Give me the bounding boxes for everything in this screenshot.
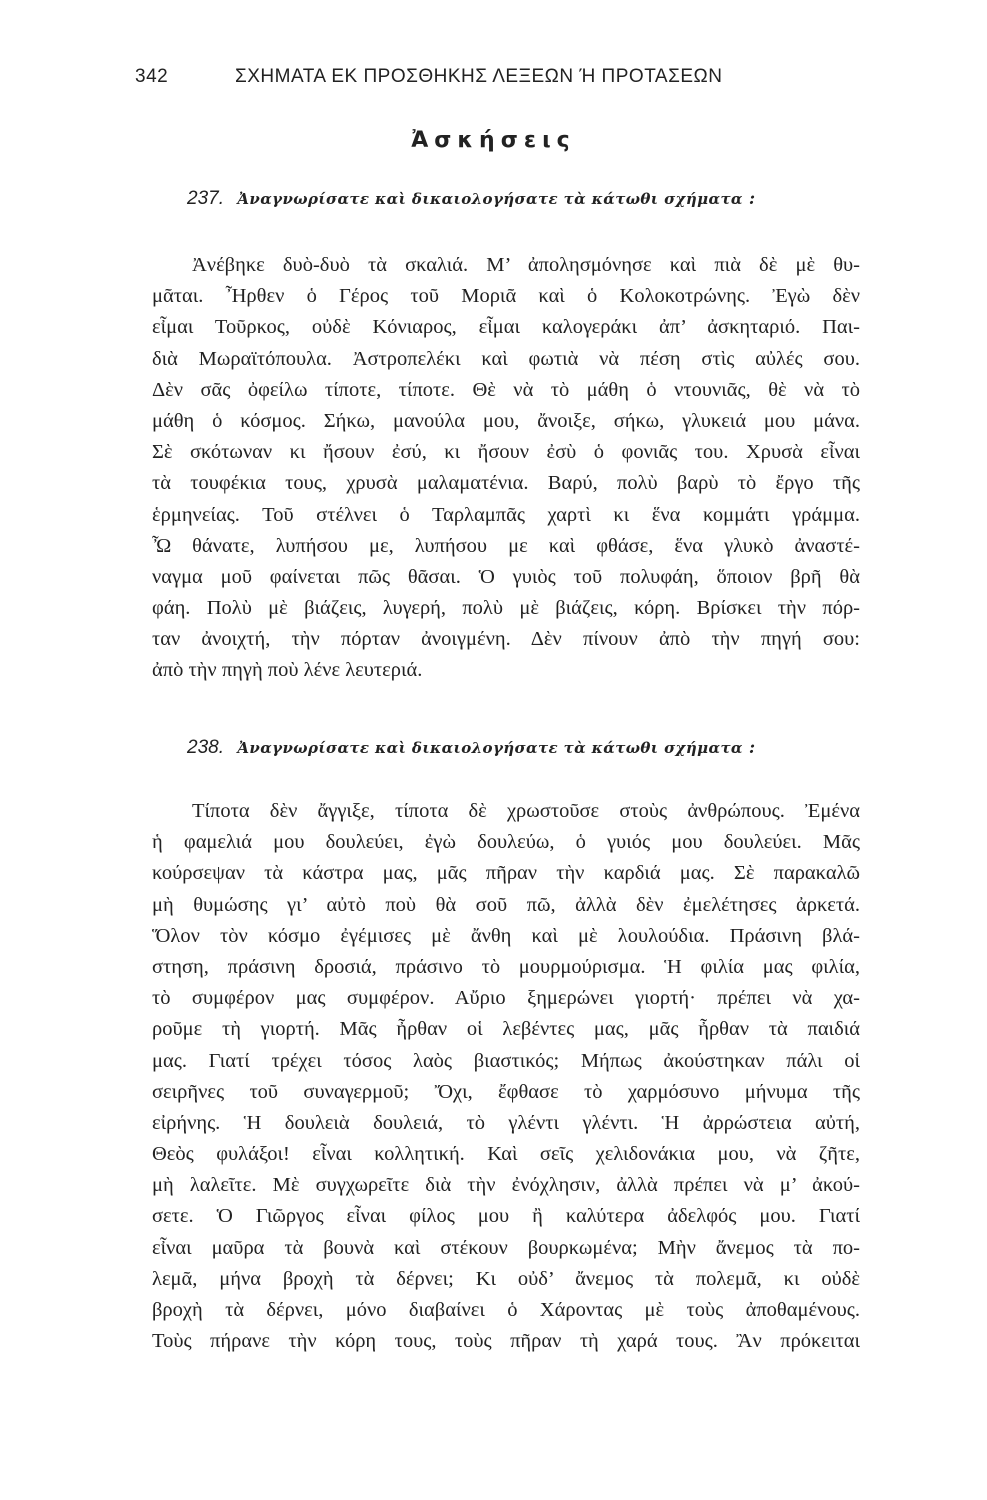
section-title: Ἀσκήσεις bbox=[411, 128, 576, 153]
text-line: διὰ Μωραϊτόπουλα. Ἀστροπελέκι καὶ φωτιὰ νὰ πέση στὶς αὐλές σου. bbox=[152, 347, 860, 370]
text-line: ἀπὸ τὴν πηγὴ ποὺ λένε λευτεριά. bbox=[152, 659, 423, 682]
exercise-text bbox=[152, 796, 860, 1357]
text-line: κούρσεψαν τὰ κάστρα μας, μᾶς πῆραν τὴν καρδιά μας. Σὲ παρακαλῶ bbox=[152, 862, 860, 885]
text-line: ἡ φαμελιά μου δουλεύει, ἐγὼ δουλεύω, ὁ γυιός μου δουλεύει. Μᾶς bbox=[152, 831, 860, 854]
text-line: Δὲν σᾶς ὀφείλω τίποτε, τίποτε. Θὲ νὰ τὸ μάθη ὁ ντουνιᾶς, θὲ νὰ τὸ bbox=[152, 378, 860, 401]
text-line: σειρῆνες τοῦ συναγερμοῦ; Ὄχι, ἔφθασε τὸ χαρμόσυνο μήνυμα τῆς bbox=[152, 1080, 860, 1103]
text-line: τὸ συμφέρον μας συμφέρον. Αὔριο ξημερώνει γιορτή· πρέπει νὰ χα- bbox=[152, 987, 860, 1010]
text-line: τὰ τουφέκια τους, χρυσὰ μαλαματένια. Βαρύ, πολὺ βαρὺ τὸ ἔργο τῆς bbox=[152, 472, 860, 495]
text-line: μὴ θυμώσης γι’ αὐτὸ ποὺ θὰ σοῦ πῶ, ἀλλὰ δὲν ἐμελέτησες ἀρκετά. bbox=[152, 893, 860, 916]
text-line: ροῦμε τὴ γιορτή. Μᾶς ἦρθαν οἱ λεβέντες μας, μᾶς ἦρθαν τὰ παιδιά bbox=[152, 1018, 860, 1041]
text-line: Τοὺς πήρανε τὴν κόρη τους, τοὺς πῆραν τὴ χαρά τους. Ἂν πρόκειται bbox=[152, 1330, 860, 1353]
text-line: Σὲ σκότωναν κι ἤσουν ἐσύ, κι ἤσουν ἐσὺ ὁ φονιᾶς του. Χρυσὰ εἶναι bbox=[152, 441, 860, 464]
text-line: μάθη ὁ κόσμος. Σήκω, μανούλα μου, ἄνοιξε, σήκω, γλυκειά μου μάνα. bbox=[152, 409, 860, 432]
text-line: Θεὸς φυλάξοι! εἶναι κολλητική. Καὶ σεῖς χελιδονάκια μου, νὰ ζῆτε, bbox=[152, 1143, 860, 1166]
text-line: Ὦ θάνατε, λυπήσου με, λυπήσου με καὶ φθάσε, ἕνα γλυκὸ ἀναστέ- bbox=[152, 534, 860, 557]
text-line: βροχὴ τὰ δέρνει, μόνο διαβαίνει ὁ Χάροντας μὲ τοὺς ἀποθαμένους. bbox=[152, 1299, 860, 1321]
exercise-instruction: Ἀναγνωρίσατε καὶ δικαιολογήσατε τὰ κάτωθι σχήματα bbox=[237, 190, 743, 208]
exercise-heading bbox=[187, 737, 867, 759]
running-title: ΣΧΗΜΑΤΑ ΕΚ ΠΡΟΣΘΗΚΗΣ ΛΕΞΕΩΝ Ή ΠΡΟΤΑΣΕΩΝ bbox=[235, 66, 723, 87]
text-line: ναγμα μοῦ φαίνεται πῶς θᾶσαι. Ὁ γυιὸς τοῦ πολυφάη, ὅποιον βρῆ θὰ bbox=[152, 565, 860, 588]
text-line: Τίποτα δὲν ἄγγιξε, τίποτα δὲ χρωστοῦσε στοὺς ἀνθρώπους. Ἐμένα bbox=[192, 800, 860, 822]
page-number: 342 bbox=[135, 66, 169, 87]
text-line: Ἀνέβηκε δυὸ-δυὸ τὰ σκαλιά. Μ’ ἀπολησμόνησε καὶ πιὰ δὲ μὲ θυ- bbox=[192, 254, 860, 276]
text-line: εἰρήνης. Ἡ δουλειὰ δουλειά, τὸ γλέντι γλέντι. Ἡ ἀρρώστεια αὐτή, bbox=[152, 1111, 860, 1134]
exercise-heading bbox=[187, 188, 867, 210]
text-line: στηση, πράσινη δροσιά, πράσινο τὸ μουρμούρισμα. Ἡ φιλία μας φιλία, bbox=[152, 955, 860, 978]
exercise-colon: : bbox=[748, 189, 756, 209]
exercise-text bbox=[152, 250, 860, 687]
text-line: ἑρμηνείας. Τοῦ στέλνει ὁ Ταρλαμπᾶς χαρτὶ κι ἕνα κομμάτι γράμμα. bbox=[152, 503, 860, 526]
exercise-number: 237. bbox=[187, 188, 224, 209]
text-line: εἶναι μαῦρα τὰ βουνὰ καὶ στέκουν βουρκωμένα; Μὴν ἄνεμος τὰ πο- bbox=[152, 1236, 860, 1259]
text-line: μᾶται. Ἦρθεν ὁ Γέρος τοῦ Μοριᾶ καὶ ὁ Κολοκοτρώνης. Ἐγὼ δὲν bbox=[152, 285, 860, 308]
exercise-number: 238. bbox=[187, 737, 224, 758]
text-line: μας. Γιατί τρέχει τόσος λαὸς βιαστικός; Μήπως ἀκούστηκαν πάλι οἱ bbox=[152, 1049, 860, 1072]
text-line: μὴ λαλεῖτε. Μὲ συγχωρεῖτε διὰ τὴν ἐνόχλησιν, ἀλλὰ πρέπει νὰ μ’ ἀκού- bbox=[152, 1174, 860, 1197]
text-line: σετε. Ὁ Γιῶργος εἶναι φίλος μου ἢ καλύτερα ἀδελφός μου. Γιατί bbox=[152, 1205, 860, 1228]
text-line: λεμᾶ, μήνα βροχὴ τὰ δέρνει; Κι οὐδ’ ἄνεμος τὰ πολεμᾶ, κι οὐδὲ bbox=[152, 1267, 860, 1290]
exercise-instruction: Ἀναγνωρίσατε καὶ δικαιολογήσατε τὰ κάτωθι σχήματα bbox=[237, 739, 743, 757]
text-line: φάη. Πολὺ μὲ βιάζεις, λυγερή, πολὺ μὲ βιάζεις, κόρη. Βρίσκει τὴν πόρ- bbox=[152, 597, 860, 620]
text-line: Ὅλον τὸν κόσμο ἐγέμισες μὲ ἄνθη καὶ μὲ λουλούδια. Πράσινη βλά- bbox=[152, 924, 860, 947]
text-line: ταν ἀνοιχτή, τὴν πόρταν ἀνοιγμένη. Δὲν πίνουν ἀπὸ τὴν πηγή σου: bbox=[152, 628, 860, 651]
text-line: εἶμαι Τοῦρκος, οὐδὲ Κόνιαρος, εἶμαι καλογεράκι ἀπ’ ἀσκηταριό. Παι- bbox=[152, 316, 860, 339]
exercise-colon: : bbox=[748, 738, 756, 758]
